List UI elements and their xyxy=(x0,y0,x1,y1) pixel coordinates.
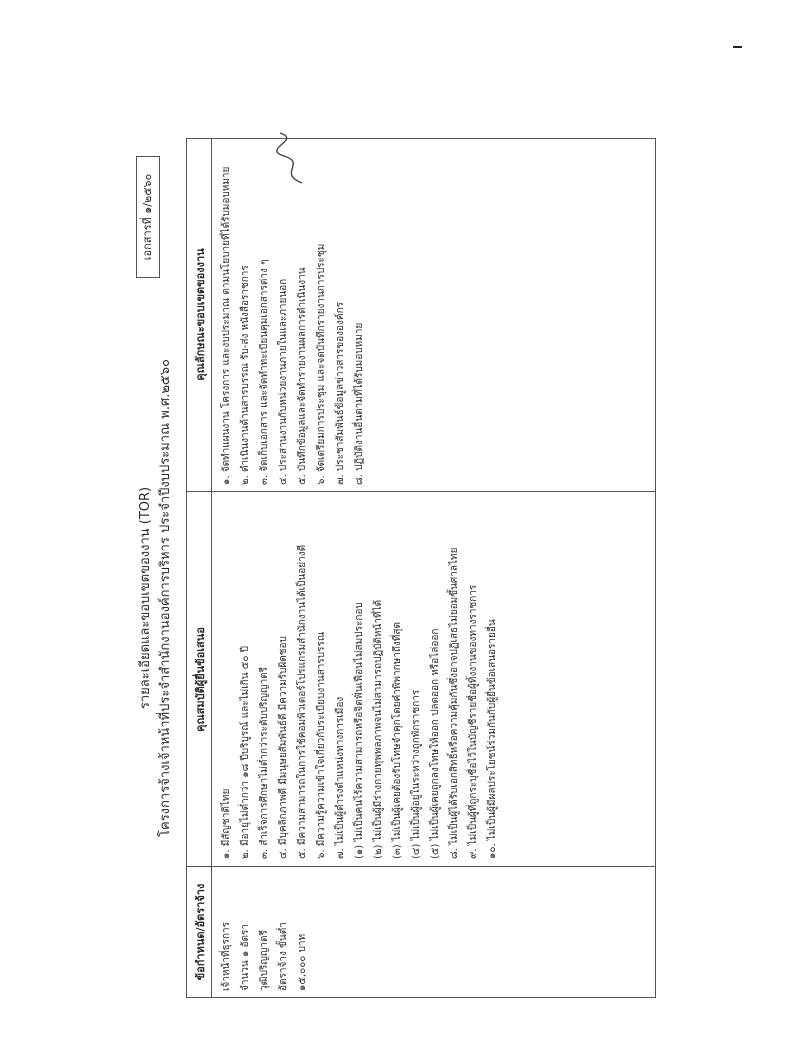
scope-line: ๖. จัดเตรียมการประชุม และจดบันทึกรายงานการประชุม xyxy=(316,243,327,485)
document-number-box: เอกสารที่ ๑/๒๕๖๐ xyxy=(136,156,160,278)
page-dash-mark xyxy=(733,46,742,48)
rotated-document xyxy=(112,80,672,1038)
scope-line: ๒. ดำเนินงานด้านสารบรรณ รับ-ส่ง หนังสือราชการ xyxy=(240,265,251,485)
qualification-line: ๙. ไม่เป็นผู้ที่ถูกระบุชื่อไว้ในบัญชีรายชื่อผู้ทิ้งงานของทางราชการ xyxy=(468,584,479,859)
column-divider xyxy=(187,491,655,492)
header-qualifications: คุณสมบัติผู้ยื่นข้อเสนอ xyxy=(194,627,207,732)
qualification-line: (๕) ไม่เป็นผู้เคยถูกลงโทษให้ออก ปลดออก หรือไล่ออก xyxy=(430,628,441,859)
tor-table xyxy=(186,138,656,998)
header-position: ข้อกำหนด/อัตราจ้าง xyxy=(194,883,207,981)
position-line: อัตราจ้าง ขั้นต่ำ xyxy=(278,922,289,991)
qualification-line: ๔. มีบุคลิกภาพดี มีมนุษยสัมพันธ์ดี มีความรับผิดชอบ xyxy=(278,636,289,859)
header-divider xyxy=(211,139,212,997)
scope-line: ๔. ประสานงานกับหน่วยงานภายในและภายนอก xyxy=(278,278,289,485)
position-line: เจ้าหน้าที่ธุรการ xyxy=(221,921,232,991)
position-line: ๑๕,๐๐๐ บาท xyxy=(297,933,308,991)
scope-line: ๓. จัดเก็บเอกสาร และจัดทำทะเบียนคุมเอกสารต่าง ๆ xyxy=(259,259,270,485)
signature-mark xyxy=(272,128,312,188)
header-scope: คุณลักษณะขอบเขตของงาน xyxy=(194,248,207,381)
qualification-line: (๒) ไม่เป็นผู้มีร่างกายทุพพลภาพจนไม่สามารถปฏิบัติหน้าที่ได้ xyxy=(373,599,384,859)
qualification-line: ๒. มีอายุไม่ต่ำกว่า ๑๘ ปีบริบูรณ์ และไม่เกิน ๕๐ ปี xyxy=(240,646,251,859)
qualification-line: ๕. มีความสามารถในการใช้คอมพิวเตอร์โปรแกรมสำนักงานได้เป็นอย่างดี xyxy=(297,544,308,859)
document-subtitle: โครงการจ้างเจ้าหน้าที่ประจำสำนักงานองค์การบริหาร ประจำปีงบประมาณ พ.ศ.๒๕๖๐ xyxy=(158,359,173,837)
scope-column xyxy=(217,167,369,485)
qualification-line: ๗. ไม่เป็นผู้ดำรงตำแหน่งทางการเมือง xyxy=(335,696,346,859)
qualification-line: ๑๐. ไม่เป็นผู้มีผลประโยชน์ร่วมกันกับผู้ยื่นข้อเสนอรายอื่น xyxy=(487,619,498,859)
qualification-line: ๘. ไม่เป็นผู้ได้รับเอกสิทธิ์หรือความคุ้มกันซึ่งอาจปฏิเสธไม่ยอมขึ้นศาลไทย xyxy=(449,547,460,859)
qualification-line: (๑) ไม่เป็นคนไร้ความสามารถหรือจิตฟั่นเฟือนไม่สมประกอบ xyxy=(354,602,365,859)
document-page xyxy=(112,80,672,1038)
position-line: จำนวน ๑ อัตรา xyxy=(240,924,251,991)
position-column xyxy=(217,922,312,991)
qualification-line: ๓. สำเร็จการศึกษาไม่ต่ำกว่าระดับปริญญาตรี xyxy=(259,666,270,859)
qualification-line: ๑. มีสัญชาติไทย xyxy=(221,788,232,859)
scope-line: ๑. จัดทำแผนงาน โครงการ และงบประมาณ ตามนโยบายที่ได้รับมอบหมาย xyxy=(221,166,232,485)
column-divider xyxy=(187,866,655,867)
scope-line: ๗. ประชาสัมพันธ์ข้อมูลข่าวสารขององค์กร xyxy=(335,301,346,485)
document-title: รายละเอียดและขอบเขตของงาน (TOR) xyxy=(138,486,153,710)
qualification-line: ๖. มีความรู้ความเข้าใจเกี่ยวกับระเบียบงานสารบรรณ xyxy=(316,631,327,859)
qualification-line: (๓) ไม่เป็นผู้เคยต้องรับโทษจำคุกโดยคำพิพากษาถึงที่สุด xyxy=(392,622,403,859)
scope-line: ๕. บันทึกข้อมูลและจัดทำรายงานผลการดำเนินงาน xyxy=(297,267,308,485)
qualification-line: (๔) ไม่เป็นผู้อยู่ในระหว่างถูกพักราชการ xyxy=(411,689,422,859)
qualifications-column xyxy=(217,545,502,859)
scope-line: ๘. ปฏิบัติงานอื่นตามที่ได้รับมอบหมาย xyxy=(354,322,365,485)
position-line: วุฒิปริญญาตรี xyxy=(259,930,270,991)
